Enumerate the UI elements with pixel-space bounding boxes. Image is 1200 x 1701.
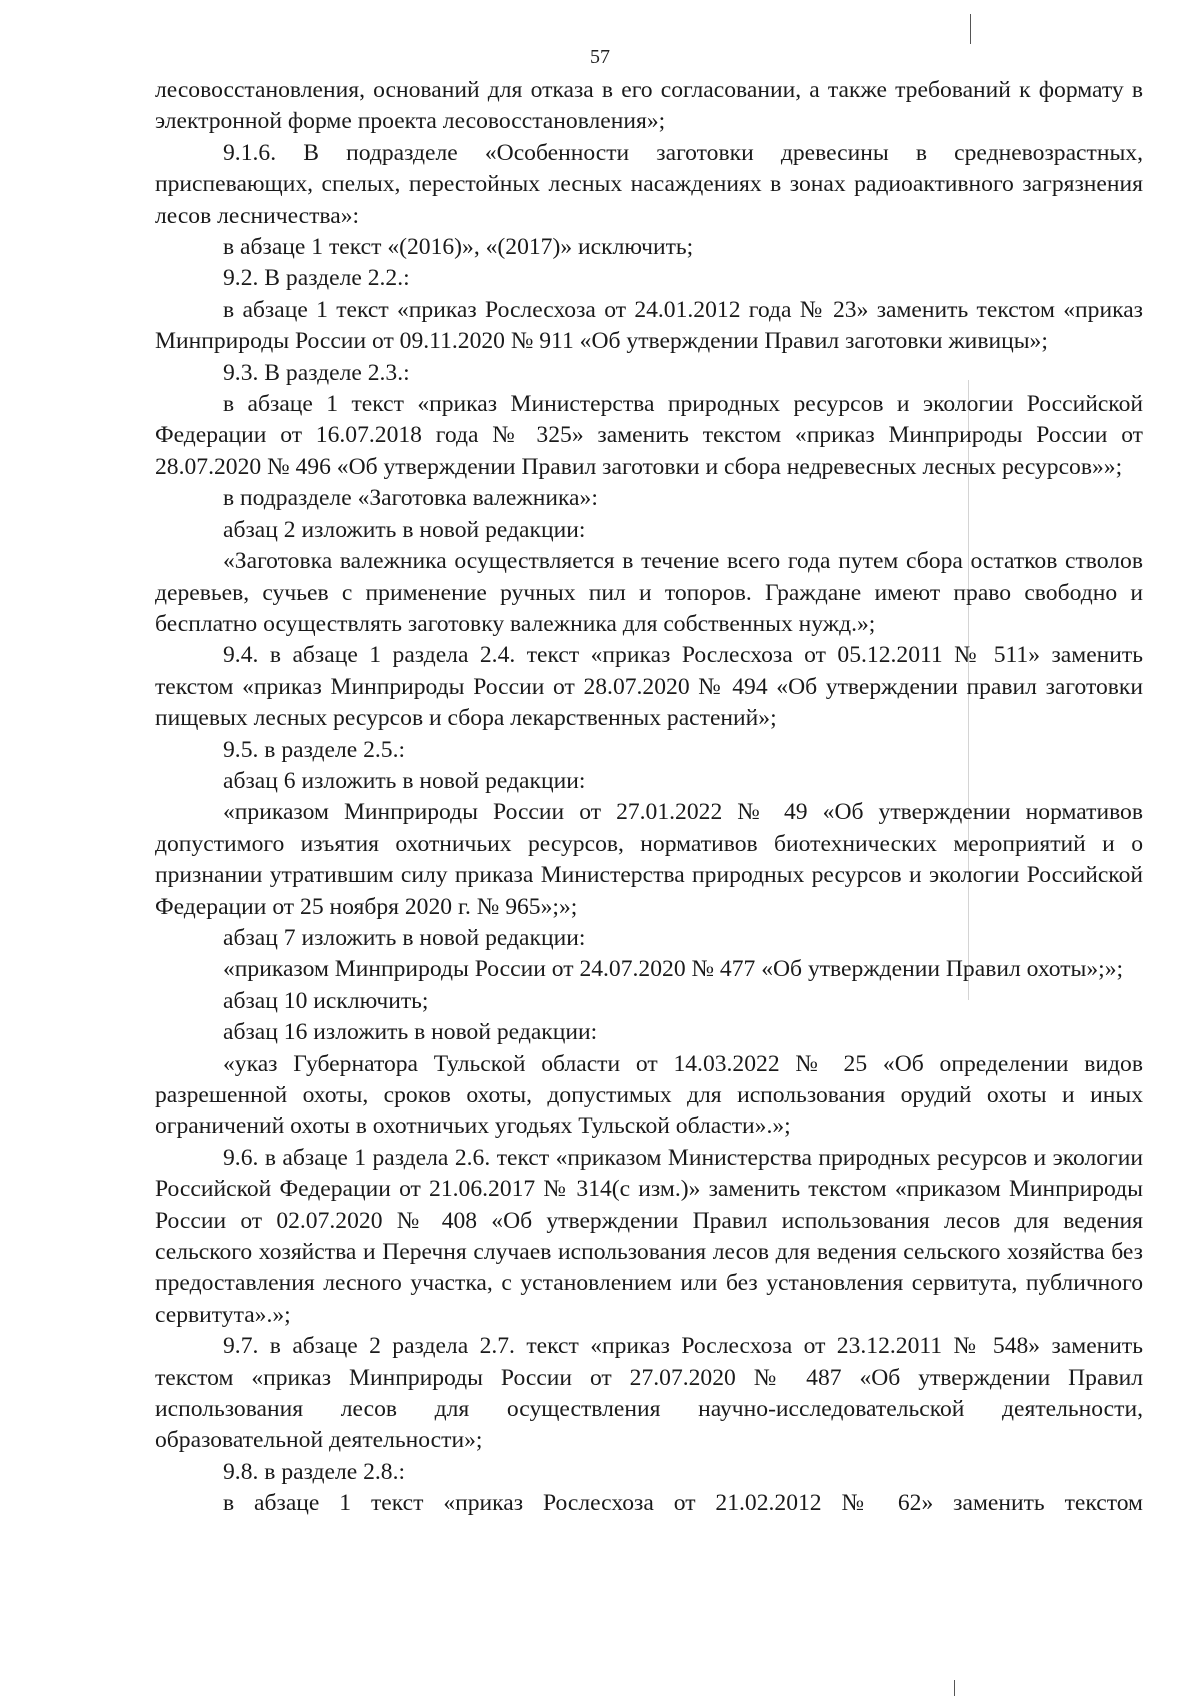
paragraph-8: в подразделе «Заготовка валежника»: — [223, 485, 598, 512]
paragraph-7: в абзаце 1 текст «приказ Министерства природных ресурсов и экологии Российской Федерации от 16.07.2018 года № 325» заменить текстом «приказ Минприроды России от 28.07.2020 № 496 «Об утверждении Правил заготовки и сбора недревесных лесных ресурсов»»; — [155, 391, 1143, 480]
paragraph-20: 9.6. в абзаце 1 раздела 2.6. текст «приказом Министерства природных ресурсов и экологии Российской Федерации от 21.06.2017 № 314(с изм.)» заменить текстом «приказом Минприроды России от 02.07.2020 № 408 «Об утверждении Правил использования лесов для ведения сельского хозяйства и Перечня случаев использования лесов для ведения сельского хозяйства без предоставления лесного участка, с установлением или без установления сервитута, публичного сервитута».»; — [155, 1144, 1143, 1328]
paragraph-12: 9.5. в разделе 2.5.: — [223, 736, 406, 763]
paragraph-2: 9.1.6. В подразделе «Особенности заготовки древесины в средневозрастных, приспевающих, спелых, перестойных лесных насаждениях в зонах радиоактивного загрязнения лесов лесничества»: — [155, 139, 1143, 229]
paragraph-15: абзац 7 изложить в новой редакции: — [223, 924, 586, 951]
paragraph-14: «приказом Минприроды России от 27.01.2022 № 49 «Об утверждении нормативов допустимого изъятия охотничьих ресурсов, нормативов биотехнических мероприятий и о признании утратившим силу приказа Министерства природных ресурсов и экологии Российской Федерации от 25 ноября 2020 г. № 965»;»; — [155, 799, 1143, 920]
paragraph-17: абзац 10 исключить; — [223, 987, 429, 1014]
paragraph-16: «приказом Минприроды России от 24.07.2020 № 477 «Об утверждении Правил охоты»;»; — [223, 956, 1124, 983]
paragraph-1: лесовосстановления, оснований для отказа в его согласовании, а также требований к формату в электронной форме проекта лесовосстановления»; — [155, 77, 1143, 135]
paragraph-3: в абзаце 1 текст «(2016)», «(2017)» исключить; — [223, 234, 694, 261]
paragraph-11: 9.4. в абзаце 1 раздела 2.4. текст «приказ Рослесхоза от 05.12.2011 № 511» заменить текстом «приказ Минприроды России от 28.07.2020 № 494 «Об утверждении правил заготовки пищевых лесных ресурсов и сбора лекарственных растений»; — [155, 642, 1143, 732]
paragraph-23: в абзаце 1 текст «приказ Рослесхоза от 21.02.2012 № 62» заменить текстом — [223, 1490, 1143, 1517]
paragraph-9: абзац 2 изложить в новой редакции: — [223, 516, 586, 543]
paragraph-6: 9.3. В разделе 2.3.: — [223, 359, 410, 386]
paragraph-10: «Заготовка валежника осуществляется в течение всего года путем сбора остатков стволов деревьев, сучьев с применение ручных пил и топоров. Граждане имеют право свободно и бесплатно осуществлять заготовку валежника для собственных нужд.»; — [155, 548, 1143, 637]
paragraph-4: 9.2. В разделе 2.2.: — [223, 265, 410, 292]
scan-fold-line-top — [970, 14, 971, 44]
paragraph-21: 9.7. в абзаце 2 раздела 2.7. текст «приказ Рослесхоза от 23.12.2011 № 548» заменить текстом «приказ Минприроды России от 27.07.2020 № 487 «Об утверждении Правил использования лесов для осуществления научно-исследовательской деятельности, образовательной деятельности»; — [155, 1333, 1143, 1454]
page-number: 57 — [590, 46, 610, 68]
document-body — [155, 75, 1143, 1520]
paragraph-13: абзац 6 изложить в новой редакции: — [223, 767, 586, 794]
paragraph-5: в абзаце 1 текст «приказ Рослесхоза от 24.01.2012 года № 23» заменить текстом «приказ Минприроды России от 09.11.2020 № 911 «Об утверждении Правил заготовки живицы»; — [155, 296, 1143, 355]
paragraph-19: «указ Губернатора Тульской области от 14.03.2022 № 25 «Об определении видов разрешенной охоты, сроков охоты, допустимых для использования орудий охоты и иных ограничений охоты в охотничьих угодьях Тульской области».»; — [155, 1050, 1143, 1140]
paragraph-18: абзац 16 изложить в новой редакции: — [223, 1019, 598, 1046]
scan-fold-line-mid — [968, 380, 969, 1000]
paragraph-22: 9.8. в разделе 2.8.: — [223, 1458, 406, 1485]
scan-fold-line-bottom — [954, 1680, 955, 1696]
